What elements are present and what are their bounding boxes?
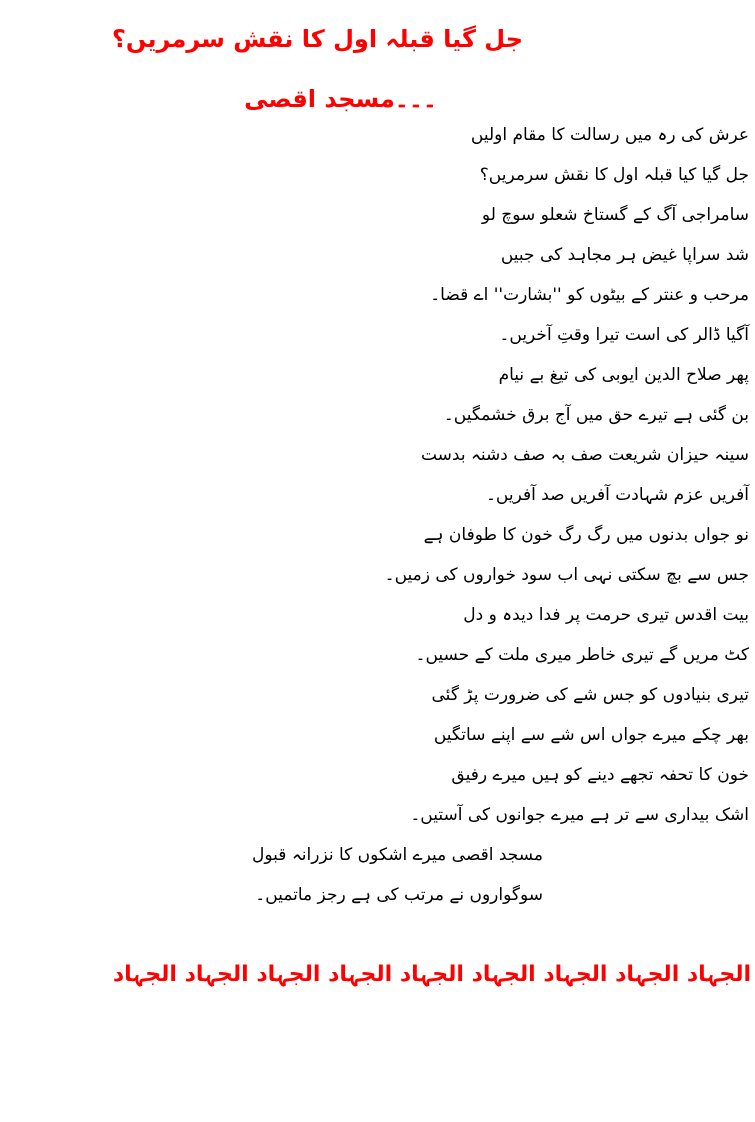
poem-line: نو جواں بدنوں میں رگ رگ خون کا طوفان ہے [423,525,749,545]
poem-line: سوگواروں نے مرتب کی ہے رجز ماتمیں۔ [255,885,543,905]
poem-line: جس سے بچ سکتی نہی اب سود خواروں کی زمیں۔ [384,565,749,585]
poem-line: بن گئی ہے تیرے حق میں آج برق خشمگیں۔ [443,405,749,425]
author-line: ۔۔۔مسجد اقصی [244,85,437,113]
poem-line: پھر صلاح الدین ایوبی کی تیغ بے نیام [498,365,749,385]
footer-slogan: الجہاد الجہاد الجہاد الجہاد الجہاد الجہاد الجہاد الجہاد الجہاد [112,962,751,987]
poem-line: تیری بنیادوں کو جس شے کی ضرورت پڑ گئی [431,685,749,705]
poem-line: بھر چکے میرے جواں اس شے سے اپنے ساتگیں [433,725,749,745]
poem-line: مسجد اقصی میرے اشکوں کا نزرانہ قبول [252,845,543,865]
page-title: جل گیا قبلہ اول کا نقش سرمریں؟ [112,25,523,53]
poem-line: اشک بیداری سے تر ہے میرے جوانوں کی آستیں۔ [410,805,749,825]
poem-line: سامراجی آگ کے گستاخ شعلو سوچ لو [481,205,749,225]
poem-line: سینہ حیزان شریعت صف بہ صف دشنہ بدست [420,445,749,465]
poem-line: مرحب و عنتر کے بیٹوں کو ''بشارت'' اے قضا۔ [430,285,749,305]
poem-line: آفریں عزم شہادت آفریں صد آفریں۔ [485,485,749,505]
poem-line: آگیا ڈالر کی است تیرا وقتِ آخریں۔ [499,325,749,345]
poem-line: بیت اقدس تیری حرمت پر فدا دیدہ و دل [463,605,749,625]
poem-line: کٹ مریں گے تیری خاطر میری ملت کے حسیں۔ [415,645,749,665]
poem-line: جل گیا کیا قبلہ اول کا نقش سرمریں؟ [479,165,749,185]
poem-line: عرش کی رہ میں رسالت کا مقام اولیں [470,125,749,145]
poem-line: خون کا تحفہ تجھے دینے کو ہیں میرے رفیق [451,765,749,785]
poem-line: شد سراپا غیض ہر مجاہد کی جبیں [500,245,749,265]
